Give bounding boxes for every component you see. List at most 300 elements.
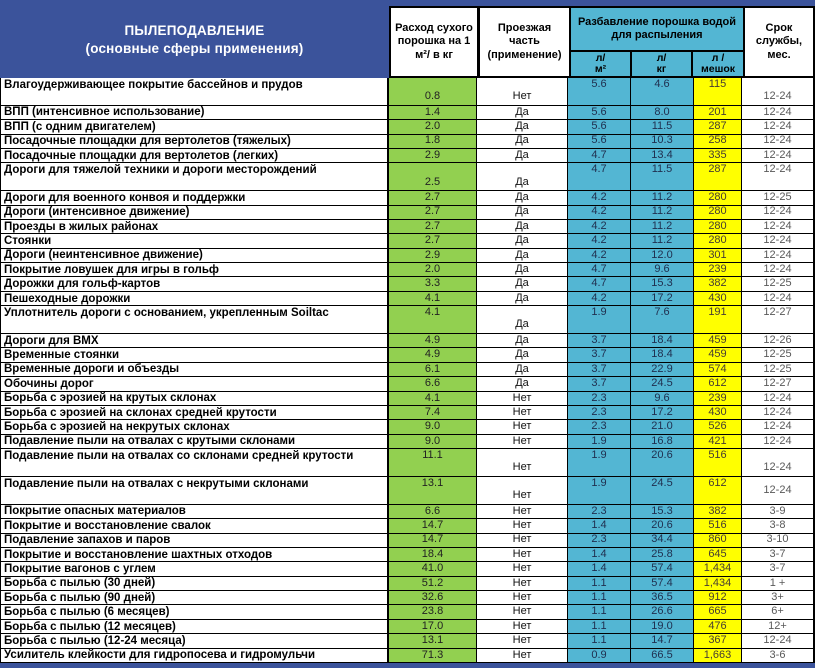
application-cell: Подавление пыли на отвалах со склонами средней крутости (1, 449, 389, 476)
roadway-cell: Нет (477, 420, 568, 433)
powder-usage-cell: 4.1 (389, 306, 477, 333)
roadway-cell: Да (477, 263, 568, 276)
application-cell: Борьба с пылью (12 месяцев) (1, 620, 389, 633)
powder-usage-cell: 51.2 (389, 577, 477, 590)
liters-per-bag-cell: 280 (694, 206, 742, 219)
liters-per-m2-cell: 4.7 (568, 277, 631, 290)
service-life-cell: 12-24 (742, 163, 815, 190)
liters-per-kg-cell: 25.8 (631, 548, 694, 561)
application-cell: Дороги для BMX (1, 334, 389, 347)
application-cell: Стоянки (1, 234, 389, 247)
liters-per-kg-cell: 11.2 (631, 191, 694, 204)
roadway-cell: Нет (477, 591, 568, 604)
service-life-cell: 12-24 (742, 78, 815, 105)
service-life-cell: 12-24 (742, 149, 815, 162)
application-cell: Временные стоянки (1, 348, 389, 361)
liters-per-bag-cell: 421 (694, 435, 742, 448)
table-row (0, 277, 815, 291)
powder-usage-cell: 1.4 (389, 106, 477, 119)
roadway-cell: Да (477, 220, 568, 233)
application-cell: Борьба с эрозией на склонах средней крутости (1, 406, 389, 419)
liters-per-m2-cell: 3.7 (568, 348, 631, 361)
liters-per-kg-cell: 15.3 (631, 505, 694, 518)
liters-per-m2-cell: 0.9 (568, 649, 631, 662)
powder-usage-cell: 6.6 (389, 377, 477, 390)
liters-per-bag-cell: 612 (694, 377, 742, 390)
roadway-cell: Да (477, 234, 568, 247)
liters-per-m2-cell: 4.2 (568, 191, 631, 204)
powder-usage-cell: 2.7 (389, 220, 477, 233)
service-life-cell: 12-24 (742, 477, 815, 504)
service-life-cell: 12-27 (742, 306, 815, 333)
roadway-cell: Нет (477, 392, 568, 405)
header-dilution-title: Разбавление порошка водой для распыления (577, 15, 736, 41)
table-row (0, 534, 815, 548)
liters-per-bag-cell: 280 (694, 234, 742, 247)
liters-per-kg-cell: 20.6 (631, 519, 694, 532)
header-dilution-group (569, 6, 745, 78)
liters-per-m2-line1: л/ (595, 51, 606, 64)
powder-usage-cell: 9.0 (389, 420, 477, 433)
liters-per-bag-cell: 239 (694, 392, 742, 405)
table-row (0, 449, 815, 477)
table-row (0, 562, 815, 576)
service-life-cell: 12-24 (742, 234, 815, 247)
service-life-cell: 12-24 (742, 392, 815, 405)
table-row (0, 263, 815, 277)
roadway-cell: Да (477, 363, 568, 376)
header-roadway: Проезжая часть (применение) (478, 6, 571, 78)
table-row (0, 120, 815, 134)
liters-per-kg-cell: 18.4 (631, 334, 694, 347)
liters-per-bag-cell: 516 (694, 449, 742, 476)
application-cell: Дороги для тяжелой техники и дороги месторождений (1, 163, 389, 190)
table-row (0, 577, 815, 591)
application-cell: Влагоудерживающее покрытие бассейнов и прудов (1, 78, 389, 105)
liters-per-m2-cell: 3.7 (568, 377, 631, 390)
application-cell: Проезды в жилых районах (1, 220, 389, 233)
liters-per-kg-cell: 16.8 (631, 435, 694, 448)
liters-per-kg-cell: 24.5 (631, 477, 694, 504)
roadway-cell: Нет (477, 605, 568, 618)
liters-per-kg-cell: 14.7 (631, 634, 694, 647)
liters-per-bag-cell: 459 (694, 348, 742, 361)
powder-usage-cell: 7.4 (389, 406, 477, 419)
roadway-cell: Да (477, 334, 568, 347)
liters-per-kg-cell: 20.6 (631, 449, 694, 476)
application-cell: Дорожки для гольф-картов (1, 277, 389, 290)
table-row (0, 292, 815, 306)
powder-usage-cell: 9.0 (389, 435, 477, 448)
header-service-life: Срок службы, мес. (743, 6, 815, 78)
liters-per-m2-cell: 5.6 (568, 106, 631, 119)
roadway-cell: Да (477, 106, 568, 119)
roadway-cell: Нет (477, 477, 568, 504)
liters-per-bag-cell: 367 (694, 634, 742, 647)
title-line2: (основные сферы применения) (85, 40, 304, 56)
liters-per-bag-cell: 574 (694, 363, 742, 376)
liters-per-m2-cell: 2.3 (568, 534, 631, 547)
liters-per-kg-cell: 9.6 (631, 392, 694, 405)
header-liters-per-bag (693, 52, 743, 76)
liters-per-bag-line2: мешок (700, 63, 736, 75)
roadway-cell: Да (477, 348, 568, 361)
roadway-cell: Да (477, 163, 568, 190)
powder-usage-cell: 2.7 (389, 206, 477, 219)
liters-per-m2-cell: 2.3 (568, 406, 631, 419)
table-row (0, 591, 815, 605)
service-life-cell: 3-7 (742, 548, 815, 561)
liters-per-m2-cell: 1.4 (568, 548, 631, 561)
liters-per-kg-cell: 10.3 (631, 135, 694, 148)
liters-per-kg-cell: 22.9 (631, 363, 694, 376)
powder-usage-cell: 32.6 (389, 591, 477, 604)
liters-per-bag-cell: 1,434 (694, 577, 742, 590)
service-life-cell: 12-24 (742, 106, 815, 119)
service-life-cell: 3-8 (742, 519, 815, 532)
liters-per-bag-line1: л / (711, 51, 725, 64)
powder-usage-cell: 18.4 (389, 548, 477, 561)
table-title (0, 0, 389, 78)
liters-per-kg-cell: 13.4 (631, 149, 694, 162)
liters-per-bag-cell: 301 (694, 249, 742, 262)
roadway-cell: Да (477, 249, 568, 262)
table-row (0, 620, 815, 634)
application-cell: Покрытие ловушек для игры в гольф (1, 263, 389, 276)
table-row (0, 78, 815, 106)
liters-per-m2-cell: 4.2 (568, 249, 631, 262)
header-dilution-subcolumns (571, 50, 743, 76)
service-life-cell: 12-25 (742, 191, 815, 204)
liters-per-bag-cell: 239 (694, 263, 742, 276)
liters-per-kg-cell: 34.4 (631, 534, 694, 547)
liters-per-m2-cell: 1.9 (568, 435, 631, 448)
liters-per-kg-cell: 12.0 (631, 249, 694, 262)
liters-per-kg-cell: 11.2 (631, 206, 694, 219)
service-life-cell: 12-24 (742, 135, 815, 148)
liters-per-m2-cell: 5.6 (568, 120, 631, 133)
liters-per-bag-cell: 287 (694, 163, 742, 190)
application-cell: Обочины дорог (1, 377, 389, 390)
liters-per-bag-cell: 860 (694, 534, 742, 547)
application-cell: Дороги (интенсивное движение) (1, 206, 389, 219)
liters-per-kg-line1: л/ (656, 51, 667, 64)
title-line1: ПЫЛЕПОДАВЛЕНИЕ (124, 22, 265, 38)
liters-per-m2-cell: 1.9 (568, 306, 631, 333)
application-cell: Борьба с пылью (6 месяцев) (1, 605, 389, 618)
liters-per-kg-cell: 11.2 (631, 220, 694, 233)
table-row (0, 605, 815, 619)
powder-usage-cell: 4.9 (389, 334, 477, 347)
liters-per-bag-cell: 1,663 (694, 649, 742, 662)
powder-usage-cell: 2.0 (389, 120, 477, 133)
service-life-cell: 12-24 (742, 292, 815, 305)
header-liters-per-kg (632, 52, 693, 76)
table-row (0, 420, 815, 434)
service-life-cell: 3-9 (742, 505, 815, 518)
application-cell: Покрытие вагонов с углем (1, 562, 389, 575)
service-life-cell: 3-10 (742, 534, 815, 547)
liters-per-bag-cell: 335 (694, 149, 742, 162)
powder-usage-cell: 6.1 (389, 363, 477, 376)
liters-per-m2-cell: 2.3 (568, 505, 631, 518)
application-cell: Борьба с эрозией на крутых склонах (1, 392, 389, 405)
liters-per-m2-cell: 4.2 (568, 292, 631, 305)
roadway-cell: Нет (477, 78, 568, 105)
powder-usage-cell: 6.6 (389, 505, 477, 518)
table-row (0, 206, 815, 220)
powder-usage-cell: 14.7 (389, 534, 477, 547)
liters-per-m2-cell: 4.7 (568, 149, 631, 162)
application-cell: Уплотнитель дороги с основанием, укрепленным Soiltac (1, 306, 389, 333)
powder-usage-cell: 11.1 (389, 449, 477, 476)
liters-per-bag-cell: 280 (694, 220, 742, 233)
roadway-cell: Да (477, 306, 568, 333)
liters-per-m2-cell: 1.4 (568, 519, 631, 532)
liters-per-m2-cell: 3.7 (568, 363, 631, 376)
roadway-cell: Да (477, 191, 568, 204)
liters-per-bag-cell: 516 (694, 519, 742, 532)
service-life-cell: 12-24 (742, 120, 815, 133)
application-cell: ВПП (с одним двигателем) (1, 120, 389, 133)
roadway-cell: Нет (477, 620, 568, 633)
liters-per-bag-cell: 1,434 (694, 562, 742, 575)
liters-per-m2-cell: 4.7 (568, 163, 631, 190)
liters-per-kg-cell: 17.2 (631, 406, 694, 419)
liters-per-m2-cell: 3.7 (568, 334, 631, 347)
liters-per-m2-cell: 1.9 (568, 449, 631, 476)
powder-usage-cell: 1.8 (389, 135, 477, 148)
powder-usage-cell: 71.3 (389, 649, 477, 662)
powder-usage-cell: 13.1 (389, 634, 477, 647)
liters-per-m2-cell: 1.1 (568, 634, 631, 647)
liters-per-kg-line2: кг (656, 63, 667, 75)
header-powder-usage: Расход сухого порошка на 1 м²/ в кг (389, 6, 479, 78)
table-header (0, 0, 815, 78)
roadway-cell: Нет (477, 435, 568, 448)
powder-usage-cell: 2.0 (389, 263, 477, 276)
liters-per-bag-cell: 665 (694, 605, 742, 618)
table-row (0, 649, 815, 663)
table-body (0, 78, 815, 663)
liters-per-kg-cell: 36.5 (631, 591, 694, 604)
table-row (0, 363, 815, 377)
liters-per-m2-cell: 2.3 (568, 420, 631, 433)
table-row (0, 234, 815, 248)
liters-per-kg-cell: 19.0 (631, 620, 694, 633)
liters-per-kg-cell: 21.0 (631, 420, 694, 433)
liters-per-m2-cell: 5.6 (568, 135, 631, 148)
powder-usage-cell: 14.7 (389, 519, 477, 532)
liters-per-kg-cell: 57.4 (631, 577, 694, 590)
liters-per-m2-cell: 1.4 (568, 562, 631, 575)
liters-per-kg-cell: 26.6 (631, 605, 694, 618)
liters-per-kg-cell: 17.2 (631, 292, 694, 305)
liters-per-bag-cell: 912 (694, 591, 742, 604)
powder-usage-cell: 17.0 (389, 620, 477, 633)
table-row (0, 505, 815, 519)
liters-per-bag-cell: 287 (694, 120, 742, 133)
header-liters-per-m2 (571, 52, 632, 76)
service-life-cell: 3-7 (742, 562, 815, 575)
powder-usage-cell: 2.7 (389, 234, 477, 247)
roadway-cell: Нет (477, 562, 568, 575)
service-life-cell: 12-24 (742, 206, 815, 219)
service-life-cell: 12-24 (742, 634, 815, 647)
table-row (0, 135, 815, 149)
service-life-cell: 1 + (742, 577, 815, 590)
liters-per-bag-cell: 280 (694, 191, 742, 204)
service-life-cell: 12-25 (742, 363, 815, 376)
liters-per-m2-cell: 4.2 (568, 220, 631, 233)
powder-usage-cell: 2.9 (389, 149, 477, 162)
liters-per-kg-cell: 9.6 (631, 263, 694, 276)
liters-per-m2-cell: 4.7 (568, 263, 631, 276)
liters-per-kg-cell: 18.4 (631, 348, 694, 361)
liters-per-bag-cell: 430 (694, 292, 742, 305)
table-row (0, 306, 815, 334)
table-row (0, 392, 815, 406)
application-cell: Посадочные площадки для вертолетов (тяжелых) (1, 135, 389, 148)
liters-per-kg-cell: 66.5 (631, 649, 694, 662)
service-life-cell: 12-27 (742, 377, 815, 390)
bottom-strip (0, 663, 815, 668)
table-row (0, 519, 815, 533)
application-cell: Подавление запахов и паров (1, 534, 389, 547)
roadway-cell: Нет (477, 406, 568, 419)
application-cell: Дороги (неинтенсивное движение) (1, 249, 389, 262)
service-life-cell: 12-26 (742, 334, 815, 347)
liters-per-m2-cell: 1.1 (568, 605, 631, 618)
powder-usage-cell: 2.7 (389, 191, 477, 204)
application-cell: Покрытие опасных материалов (1, 505, 389, 518)
roadway-cell: Нет (477, 634, 568, 647)
roadway-cell: Да (477, 292, 568, 305)
application-cell: Подавление пыли на отвалах с некрутыми склонами (1, 477, 389, 504)
liters-per-m2-cell: 1.9 (568, 477, 631, 504)
liters-per-m2-line2: м² (594, 63, 607, 75)
application-cell: Подавление пыли на отвалах с крутыми склонами (1, 435, 389, 448)
service-life-cell: 12-24 (742, 435, 815, 448)
roadway-cell: Да (477, 120, 568, 133)
service-life-cell: 12-24 (742, 420, 815, 433)
service-life-cell: 3-6 (742, 649, 815, 662)
liters-per-bag-cell: 430 (694, 406, 742, 419)
table-row (0, 477, 815, 505)
liters-per-m2-cell: 1.1 (568, 577, 631, 590)
roadway-cell: Нет (477, 449, 568, 476)
powder-usage-cell: 4.1 (389, 292, 477, 305)
liters-per-kg-cell: 11.5 (631, 120, 694, 133)
roadway-cell: Да (477, 206, 568, 219)
liters-per-bag-cell: 645 (694, 548, 742, 561)
application-cell: Усилитель клейкости для гидропосева и гидромульчи (1, 649, 389, 662)
service-life-cell: 6+ (742, 605, 815, 618)
powder-usage-cell: 4.9 (389, 348, 477, 361)
liters-per-kg-cell: 15.3 (631, 277, 694, 290)
liters-per-bag-cell: 476 (694, 620, 742, 633)
liters-per-m2-cell: 4.2 (568, 234, 631, 247)
application-cell: Временные дороги и объезды (1, 363, 389, 376)
liters-per-m2-cell: 2.3 (568, 392, 631, 405)
application-cell: ВПП (интенсивное использование) (1, 106, 389, 119)
service-life-cell: 12+ (742, 620, 815, 633)
table-row (0, 149, 815, 163)
table-row (0, 191, 815, 205)
service-life-cell: 12-24 (742, 263, 815, 276)
liters-per-m2-cell: 1.1 (568, 591, 631, 604)
application-cell: Дороги для военного конвоя и поддержки (1, 191, 389, 204)
table-row (0, 377, 815, 391)
application-cell: Посадочные площадки для вертолетов (легких) (1, 149, 389, 162)
service-life-cell: 12-25 (742, 348, 815, 361)
application-cell: Пешеходные дорожки (1, 292, 389, 305)
powder-usage-cell: 2.5 (389, 163, 477, 190)
table-row (0, 334, 815, 348)
table-row (0, 348, 815, 362)
roadway-cell: Нет (477, 534, 568, 547)
roadway-cell: Да (477, 377, 568, 390)
table-row (0, 163, 815, 191)
liters-per-bag-cell: 258 (694, 135, 742, 148)
column-headers (389, 0, 815, 78)
service-life-cell: 3+ (742, 591, 815, 604)
service-life-cell: 12-24 (742, 249, 815, 262)
service-life-cell: 12-25 (742, 277, 815, 290)
application-cell: Покрытие и восстановление шахтных отходов (1, 548, 389, 561)
liters-per-bag-cell: 459 (694, 334, 742, 347)
table-row (0, 249, 815, 263)
liters-per-kg-cell: 11.2 (631, 234, 694, 247)
powder-usage-cell: 41.0 (389, 562, 477, 575)
liters-per-m2-cell: 4.2 (568, 206, 631, 219)
liters-per-bag-cell: 526 (694, 420, 742, 433)
liters-per-kg-cell: 8.0 (631, 106, 694, 119)
powder-usage-cell: 4.1 (389, 392, 477, 405)
table-row (0, 435, 815, 449)
powder-usage-cell: 23.8 (389, 605, 477, 618)
liters-per-bag-cell: 382 (694, 505, 742, 518)
roadway-cell: Да (477, 277, 568, 290)
table-row (0, 406, 815, 420)
powder-usage-cell: 3.3 (389, 277, 477, 290)
roadway-cell: Нет (477, 505, 568, 518)
table-row (0, 548, 815, 562)
liters-per-kg-cell: 24.5 (631, 377, 694, 390)
application-cell: Борьба с пылью (30 дней) (1, 577, 389, 590)
roadway-cell: Нет (477, 548, 568, 561)
roadway-cell: Нет (477, 577, 568, 590)
application-cell: Борьба с эрозией на некрутых склонах (1, 420, 389, 433)
roadway-cell: Да (477, 149, 568, 162)
liters-per-kg-cell: 57.4 (631, 562, 694, 575)
liters-per-kg-cell: 11.5 (631, 163, 694, 190)
table-row (0, 220, 815, 234)
application-cell: Борьба с пылью (90 дней) (1, 591, 389, 604)
liters-per-bag-cell: 115 (694, 78, 742, 105)
service-life-cell: 12-24 (742, 406, 815, 419)
liters-per-m2-cell: 5.6 (568, 78, 631, 105)
powder-usage-cell: 13.1 (389, 477, 477, 504)
roadway-cell: Да (477, 135, 568, 148)
liters-per-kg-cell: 7.6 (631, 306, 694, 333)
powder-usage-cell: 2.9 (389, 249, 477, 262)
liters-per-m2-cell: 1.1 (568, 620, 631, 633)
liters-per-kg-cell: 4.6 (631, 78, 694, 105)
application-cell: Покрытие и восстановление свалок (1, 519, 389, 532)
table-row (0, 106, 815, 120)
table-row (0, 634, 815, 648)
